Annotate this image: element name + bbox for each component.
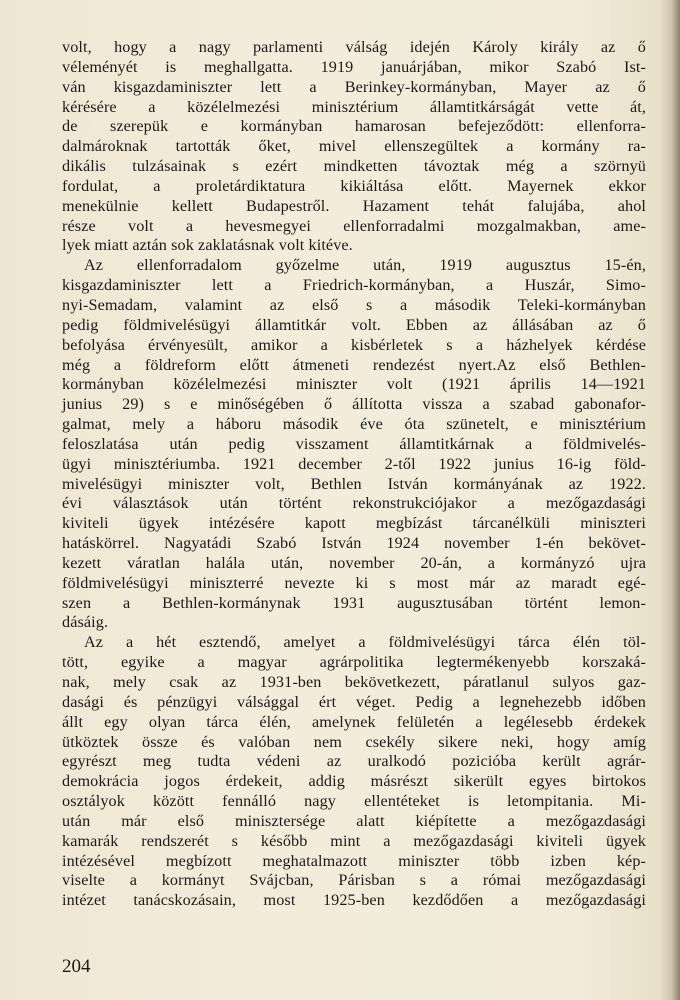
text-line: hatáskörrel. Nagyatádi Szabó István 1924 november 1-én bekövet- [62, 534, 646, 553]
text-line: Az ellenforradalom győzelme után, 1919 augusztus 15-én, [84, 256, 646, 275]
text-line: állt egy olyan tárca élén, amelynek felületén a legélesebb érdekek [62, 712, 646, 731]
text-line: nyi-Semadam, valamint az első s a második Teleki-kormányban [62, 295, 646, 314]
text-line: lyek miatt aztán sok zaklatásnak volt kitéve. [62, 236, 353, 255]
paragraph-2 [62, 256, 646, 633]
text-line: része volt a hevesmegyei ellenforradalmi mozgalmakban, ame- [62, 216, 646, 235]
text-line: dásáig. [62, 613, 109, 632]
text-line: évi választások után történt rekonstrukciójakor a mezőgazdasági [62, 494, 646, 513]
text-line: dalmároknak tartották őket, mivel ellenszegültek a kormány ra- [62, 137, 646, 156]
text-line: galmat, mely a háboru második éve óta szünetelt, e minisztérium [62, 415, 646, 434]
text-line: után már első minisztersége alatt kiépítette a mezőgazdasági [62, 811, 646, 830]
paragraph-3 [62, 633, 646, 911]
text-line: dikális tulzásainak s ezért mindketten távoztak még a szörnyü [62, 157, 646, 176]
text-line: kiviteli ügyek intézésére kapott megbízást tárcanélküli miniszteri [62, 514, 646, 533]
text-line: véleményét is meghallgatta. 1919 januárjában, mikor Szabó Ist- [62, 57, 646, 76]
text-line: feloszlatása után pedig visszament államtitkárnak a földmivelés- [62, 434, 646, 453]
text-line: intézet tanácskozásain, most 1925-ben kezdődően a mezőgazdasági [62, 891, 646, 910]
text-line: demokrácia jogos érdekeit, addig másrészt sikerült egyes birtokos [62, 772, 646, 791]
text-line: ügyi minisztériumba. 1921 december 2-től 1922 junius 16-ig föld- [62, 454, 646, 473]
text-line: osztályok között fennálló nagy ellentéteket is letompitania. Mi- [62, 792, 646, 811]
text-line: mivelésügyi miniszter volt, Bethlen István kormányának az 1922. [62, 474, 646, 493]
text-line: tött, egyike a magyar agrárpolitika legtermékenyebb korszaká- [62, 653, 646, 672]
text-line: egyrészt meg tudta védeni az uralkodó pozicióba került agrár- [62, 752, 646, 771]
text-line: befolyása érvényesült, amikor a kisbérletek s a házhelyek kérdése [62, 335, 646, 354]
text-line: ván kisgazdaminiszter lett a Berinkey-kormányban, Mayer az ő [62, 77, 646, 96]
text-line: nak, mely csak az 1931-ben bekövetkezett, páratlanul sulyos gaz- [62, 673, 646, 691]
text-line: kisgazdaminiszter lett a Friedrich-kormányban, a Huszár, Simo- [62, 276, 646, 295]
text-line: junius 29) s e minőségében ő állította vissza a szabad gabonafor- [62, 395, 646, 414]
body-text [62, 38, 646, 911]
text-line: kormányban közélelmezési miniszter volt (1921 április 14—1921 [62, 375, 646, 394]
text-line: még a földreform előtt átmeneti rendezést nyert.Az első Bethlen- [62, 355, 646, 374]
text-line: menekülnie kellett Budapestről. Hazament tehát falujába, ahol [62, 196, 646, 215]
text-line: volt, hogy a nagy parlamenti válság idején Károly király az ő [62, 38, 646, 56]
text-line: fordulat, a proletárdiktatura kikiáltása előtt. Mayernek ekkor [62, 176, 646, 195]
text-line: pedig földmivelésügyi államtitkár volt. Ebben az állásában az ő [62, 315, 646, 334]
text-line: dasági és pénzügyi válsággal ért véget. Pedig a legnehezebb időben [62, 692, 646, 711]
text-line: földmivelésügyi miniszterré nevezte ki s most már az maradt egé- [62, 573, 646, 592]
text-line: viselte a kormányt Svájcban, Párisban s a római mezőgazdasági [62, 871, 646, 890]
text-line: Az a hét esztendő, amelyet a földmivelésügyi tárca élén töl- [84, 633, 646, 652]
paragraph-1 [62, 38, 646, 256]
text-line: ütköztek össze és valóban nem csekély sikere neki, hogy amíg [62, 732, 646, 751]
text-line: de szerepük e kormányban hamarosan befejeződött: ellenforra- [62, 117, 646, 136]
page-number: 204 [62, 956, 91, 977]
text-line: kezett váratlan halála után, november 20-án, a kormányzó ujra [62, 553, 646, 572]
text-line: intézésével megbízott meghatalmazott miniszter több izben kép- [62, 851, 646, 870]
page-spine-shadow [672, 0, 680, 1000]
text-line: kamarák rendszerét s később mint a mezőgazdasági kiviteli ügyek [62, 831, 646, 850]
text-line: szen a Bethlen-kormánynak 1931 augusztusában történt lemon- [62, 593, 646, 612]
text-line: kérésére a közélelmezési minisztérium államtitkárságát vette át, [62, 97, 646, 116]
